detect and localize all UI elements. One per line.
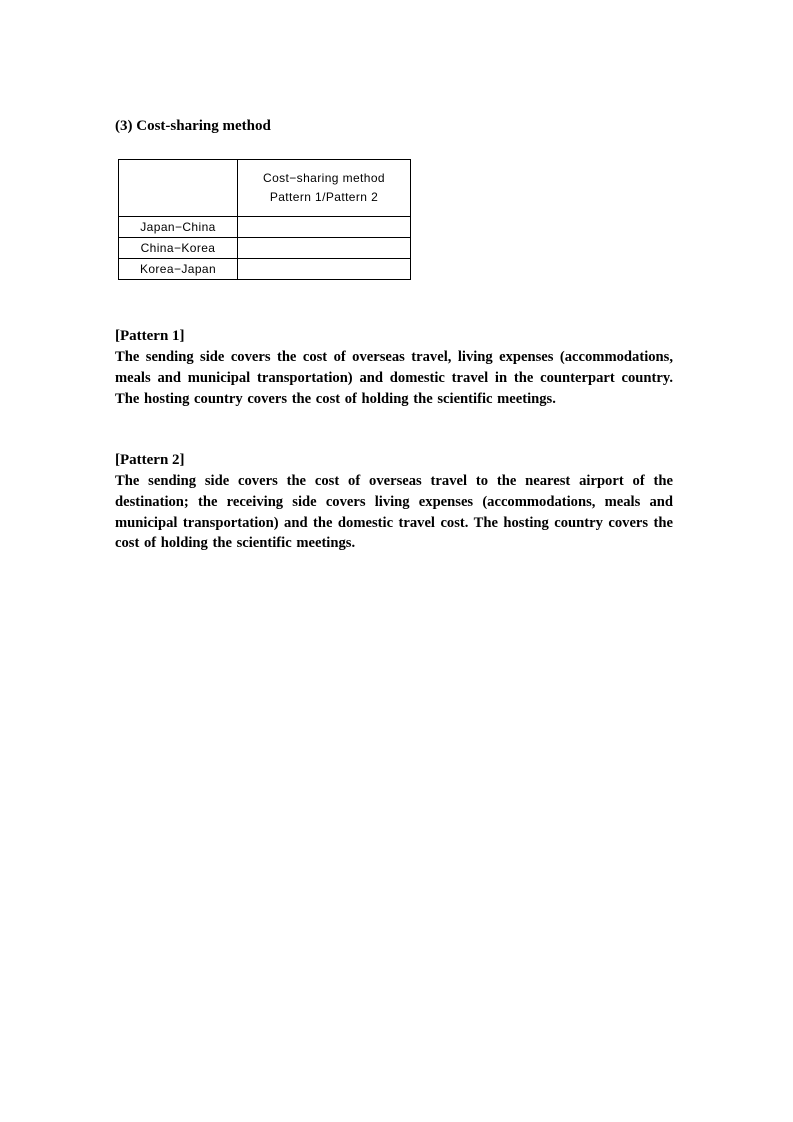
table-header-line2: Pattern 1/Pattern 2	[269, 190, 379, 204]
cost-sharing-table	[118, 159, 411, 280]
pattern-1-section	[115, 325, 673, 409]
row-value-korea-japan	[238, 259, 411, 280]
table-header-row	[119, 160, 411, 217]
section-heading: (3) Cost-sharing method	[115, 118, 271, 134]
pattern-2-section	[115, 449, 673, 554]
row-label-china-korea: China−Korea	[119, 238, 238, 259]
pattern-2-title: [Pattern 2]	[115, 452, 185, 468]
table-row	[119, 259, 411, 280]
table-header-method-cell	[238, 160, 411, 217]
pattern-1-body: The sending side covers the cost of overseas travel, living expenses (accommodations, meals and municipal transportation) and domestic travel in the counterpart country. The hosting country covers the cost of holding the scientific meetings.	[115, 349, 673, 407]
row-label-korea-japan: Korea−Japan	[119, 259, 238, 280]
row-label-japan-china: Japan−China	[119, 217, 238, 238]
table-row	[119, 238, 411, 259]
row-value-china-korea	[238, 238, 411, 259]
table-header-line1: Cost−sharing method	[263, 171, 385, 185]
table-row	[119, 217, 411, 238]
table-header-empty-cell	[119, 160, 238, 217]
pattern-1-title: [Pattern 1]	[115, 328, 185, 344]
row-value-japan-china	[238, 217, 411, 238]
pattern-2-body: The sending side covers the cost of overseas travel to the nearest airport of the destination; the receiving side covers living expenses (accommodations, meals and municipal transportation) and the domestic travel cost. The hosting country covers the cost of holding the scientific meetings.	[115, 473, 673, 552]
